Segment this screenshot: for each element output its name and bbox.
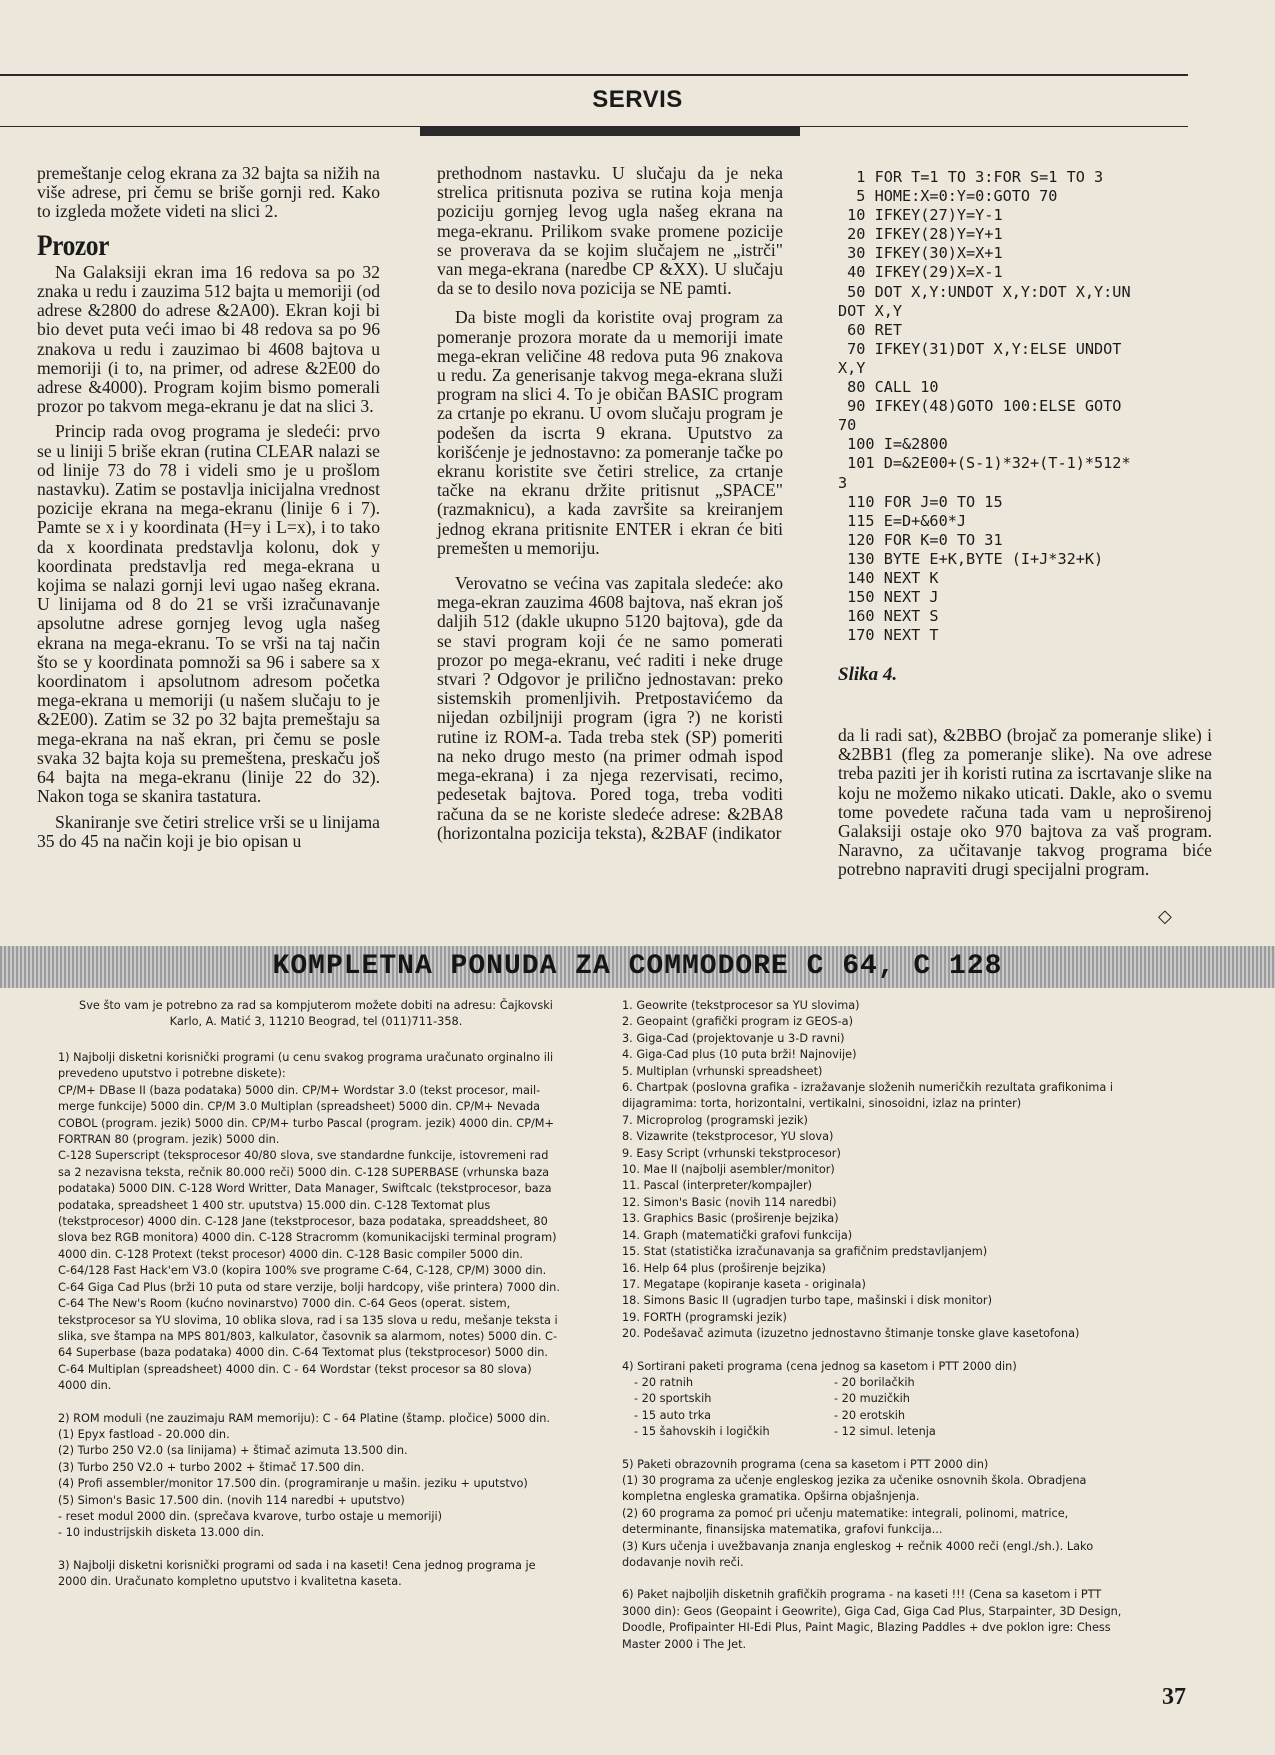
- ad-line: 12. Simon's Basic (novih 114 naredbi): [622, 1195, 837, 1209]
- ad-intro: Sve što vam je potrebno za rad sa kompjuterom možete dobiti na adresu: Čajkovski Karlo, A. Matić 3, 11210 Beograd, tel (011)711-358.: [79, 999, 553, 1029]
- ad-line: 17. Megatape (kopiranje kaseta - originala): [622, 1277, 866, 1291]
- article-column-2: [437, 164, 783, 849]
- ad-line: 10. Mae II (najbolji asembler/monitor): [622, 1163, 835, 1177]
- ad-left-column: [58, 1050, 560, 1591]
- ad-line: 6) Paket najboljih disketnih grafičkih programa - na kaseti !!! (Cena sa kasetom i PTT 3000 din): Geos (Geopaint i Geowrite), Giga Cad, Giga Cad Plus, Starpainter, 3D Design, Doodle, Profipainter HI-Edi Plus, Paint Magic, Blazing Paddles + dve poklon igre: Chess Master 2000 i The Jet.: [622, 1588, 1122, 1651]
- list-item: - 20 muzičkih: [834, 1392, 910, 1406]
- article-column-1: [37, 164, 380, 857]
- paragraph: prethodnom nastavku. U slučaju da je neka strelica pritisnuta poziva se rutina koja menja poziciju gornjeg levog ugla našeg ekrana na mega-ekranu. Prilikom svake promene pozicije se proverava da se kojim slučajem ne „istrči" van mega-ekrana (naredbe CP &XX). U slučaju da se to desilo nova pozicija se NE pamti.: [437, 163, 783, 299]
- paragraph: Princip rada ovog programa je sledeći: prvo se u liniji 5 briše ekran (rutina CLEAR nalazi se od linije 73 do 78 i videli smo je u prošlom nastavku). Zatim se postavlja inicijalna vrednost pozicije ekrana na mega-ekranu (linije 6 i 7). Pamte se x i y koordinata (H=y i L=x), i to tako da x koordinata predstavlja kolonu, dok y koordinata predstavlja red mega-ekrana u kojima se nalazi gornji levi ugao našeg ekrana. U linijama od 8 do 21 se vrši izračunavanje apsolutne adrese gornjeg levog ugla našeg ekrana na mega-ekranu. To se vrši na taj način što se y koordinata pomnoži sa 96 i sabere sa x koordinatom i apsolutnom adresom početka mega-ekrana u memoriji (u našem slučaju to je &2E00). Zatim se 32 po 32 bajta premeštaju sa mega-ekrana na naš ekran, pri čemu se posle svaka 32 bajta koja su premeštena, preskaču još 64 bajta na mega-ekranu (linije 22 do 32). Nakon toga se skanira tastatura.: [37, 421, 380, 807]
- page-number: 37: [1162, 1684, 1186, 1710]
- header-accent-bar: [420, 126, 800, 136]
- list-item: - 12 simul. letenja: [834, 1425, 936, 1439]
- ad-line: 19. FORTH (programski jezik): [622, 1310, 787, 1324]
- ad-line: 2) ROM moduli (ne zauzimaju RAM memoriju): C - 64 Platine (štamp. pločice) 5000 din.: [58, 1411, 550, 1425]
- ad-line: 15. Stat (statistička izračunavanja sa grafičnim predstavljanjem): [622, 1245, 988, 1259]
- list-item: - 20 sportskih: [634, 1392, 712, 1406]
- ad-line: (5) Simon's Basic 17.500 din. (novih 114 naredbi + uputstvo): [58, 1493, 405, 1507]
- package-list: [622, 1375, 1122, 1441]
- spacer: [622, 1441, 1122, 1457]
- paragraph: premeštanje celog ekrana za 32 bajta sa nižih na više adrese, pri čemu se briše gornji red. Kako to izgleda možete videti na slici 2.: [37, 163, 380, 222]
- ad-line: 5. Multiplan (vrhunski spreadsheet): [622, 1064, 823, 1078]
- ad-line: (1) 30 programa za učenje engleskog jezika za učenike osnovnih škola. Obradjena kompletna engleska gramatika. Opširna objašnjenja.: [622, 1473, 1087, 1504]
- list-item: - 15 šahovskih i logičkih: [634, 1425, 770, 1439]
- ad-line: 11. Pascal (interpreter/kompajler): [622, 1179, 813, 1193]
- ad-line: 5) Paketi obrazovnih programa (cena sa kasetom i PTT 2000 din): [622, 1457, 989, 1471]
- list-item: - 20 erotskih: [834, 1408, 906, 1422]
- ad-line: - 10 industrijskih disketa 13.000 din.: [58, 1526, 265, 1540]
- ad-line: C-128 Superscript (teksprocesor 40/80 slova, sve standardne funkcije, istovremeni rad sa 2 nezavisna teksta, rečnik 80.000 reči) 5000 din. C-128 SUPERBASE (vrhunska baza podataka) 5000 DIN. C-128 Word Writter, Data Manager, Swiftcalc (tekstprocesor, baza podataka, spreadsheet 1 400 str. uputstva) 15.000 din. C-128 Textomat plus (tekstprocesor) 4000 din. C-128 Jane (tekstprocesor, baza podataka, spreaddsheet, 80 slova bez RGB monitora) 4000 din. C-128 Stracromm (komunikacijski terminal program) 4000 din. C-128 Protext (tekst procesor) 4000 din. C-128 Basic compiler 5000 din.: [58, 1149, 557, 1261]
- list-item: - 20 borilačkih: [834, 1375, 915, 1389]
- ad-line: 18. Simons Basic II (ugradjen turbo tape, mašinski i disk monitor): [622, 1294, 992, 1308]
- ad-title: KOMPLETNA PONUDA ZA COMMODORE C 64, C 128: [272, 951, 1003, 982]
- ad-line: 13. Graphics Basic (proširenje bejzika): [622, 1212, 839, 1226]
- paragraph: da li radi sat), &2BBO (brojač za pomeranje slike) i &2BB1 (fleg za pomeranje slike). Na ove adrese treba paziti jer ih koristi rutina za iscrtavanje slike na koju ne možemo nikako uticati. Dakle, ako o svemu tome povedete računa tada vam u neproširenoj Galaksiji ostaje oko 970 bajtova za vaš program. Naravno, za učitavanje takvog programa biće potrebno napraviti drugi specijalni program.: [838, 725, 1212, 880]
- article-column-3: [838, 726, 1212, 886]
- ad-line: 6. Chartpak (poslovna grafika - izražavanje složenih numeričkih rezultata grafikonima i dijagramima: torta, horizontalni, vertikalni, sinosoidni, izlaz na printer): [622, 1081, 1114, 1111]
- list-item: - 15 auto trka: [634, 1408, 711, 1422]
- ad-line: 1) Najbolji disketni korisnički programi (u cenu svakog programa uračunato orginalno ili prevedeno uputstvo i potrebne diskete):: [58, 1051, 554, 1081]
- header-top-rule: [0, 74, 1188, 76]
- ad-line: (3) Kurs učenja i uvežbavanja znanja engleskog + rečnik 4000 reči (engl./sh.). Lako dodavanje novih reči.: [622, 1539, 1094, 1569]
- ad-line: 4) Sortirani paketi programa (cena jednog sa kasetom i PTT 2000 din): [622, 1359, 1017, 1373]
- paragraph: Verovatno se većina vas zapitala sledeće: ako mega-ekran zauzima 4608 bajtova, naš ekran još daljih 512 (dakle ukupno 5120 bajtova), gde da se stavi program koji će ne samo pomerati prozor po mega-ekranu, već raditi i neke druge stvari ? Odgovor je prilično jednostavan: preko sistemskih promenljivih. Pretpostavićemo da nijedan ozbiljniji program (igra ?) ne koristi rutine iz ROM-a. Tada treba stek (SP) pomeriti na neko drugo mesto (na primer odmah ispod mega-ekrana) i za njega rezervisati, recimo, pedesetak bajtova. Pored toga, treba voditi računa da se ne koriste sledeće adrese: &2BA8 (horizontalna pozicija teksta), &2BAF (indikator: [437, 573, 783, 843]
- ad-line: (2) 60 programa za pomoć pri učenju matematike: integrali, polinomi, matrice, determinante, finansijska matematika, grafovi funkcija...: [622, 1506, 1069, 1537]
- basic-listing: 1 FOR T=1 TO 3:FOR S=1 TO 3 5 HOME:X=0:Y=0:GOTO 70 10 IFKEY(27)Y=Y-1 20 IFKEY(28)Y=Y+1 30 IFKEY(30)X=X+1 40 IFKEY(29)X=X-1 50 DOT X,Y:UNDOT X,Y:DOT X,Y:UN DOT X,Y 60 RET 70 IFKEY(31)DOT X,Y:ELSE UNDOT X,Y 80 CALL 10 90 IFKEY(48)GOTO 100:ELSE GOTO 70 100 I=&2800 101 D=&2E00+(S-1)*32+(T-1)*512* 3 110 FOR J=0 TO 15 115 E=D+&60*J 120 FOR K=0 TO 31 130 BYTE E+K,BYTE (I+J*32+K) 140 NEXT K 150 NEXT J 160 NEXT S 170 NEXT T: [838, 168, 1131, 645]
- paragraph: Skaniranje sve četiri strelice vrši se u linijama 35 do 45 na način koji je bio opisan u: [37, 811, 380, 851]
- paragraph: Da biste mogli da koristite ovaj program za pomeranje prozora morate da u memoriji imate mega-ekran veličine 48 redova puta 96 znakova u redu. Za generisanje takvog mega-ekrana služi program na slici 4. To je običan BASIC program za crtanje po ekranu. U ovom slučaju program je podešen da iscrta 9 ekrana. Uputstvo za korišćenje je jednostavno: za pomeranje tačke po ekranu koristite sve četiri strelice, za crtanje tačke na ekranu držite pritisnut „SPACE" (razmaknicu), a kada završite sa kreiranjem jednog ekrana pritisnite ENTER i ekran će biti premešten u memoriju.: [437, 307, 783, 558]
- ad-line: 4. Giga-Cad plus (10 puta brži! Najnovije): [622, 1048, 857, 1062]
- ad-line: (4) Profi assembler/monitor 17.500 din. (programiranje u mašin. jeziku + uputstvo): [58, 1477, 528, 1491]
- ad-line: 1. Geowrite (tekstprocesor sa YU slovima): [622, 999, 860, 1012]
- article-end-diamond-icon: ◇: [1158, 906, 1172, 927]
- spacer: [622, 1343, 1122, 1359]
- spacer: [622, 1571, 1122, 1587]
- ad-right-column: [622, 998, 1122, 1653]
- ad-line: - reset modul 2000 din. (sprečava kvarove, turbo ostaje u memoriji): [58, 1509, 443, 1523]
- ad-line: C-64/128 Fast Hack'em V3.0 (kopira 100% sve programe C-64, C-128, CP/M) 3000 din. C-64 Giga Cad Plus (brži 10 puta od stare verzije, bolji hardcopy, više printera) 7000 din. C-64 The New's Room (kućno novinarstvo) 7000 din. C-64 Geos (operat. sistem, tekstprocesor sa YU slovima, 10 oblika slova, rad i sa 135 slova u redu, mešanje teksta i slika, sve štampa na MPS 801/803, kalkulator, časovnik sa alarmom, notes) 5000 din. C-64 Superbase (baza podataka) 4000 din. C-64 Textomat plus (tekstprocesor) 5000 din. C-64 Multiplan (spreadsheet) 4000 din. C - 64 Wordstar (tekst procesor sa 80 slova) 4000 din.: [58, 1264, 560, 1393]
- ad-line: 2. Geopaint (grafički program iz GEOS-a): [622, 1015, 853, 1029]
- ad-line: 8. Vizawrite (tekstprocesor, YU slova): [622, 1130, 834, 1144]
- ad-line: 3) Najbolji disketni korisnički programi od sada i na kaseti! Cena jednog programa je 2000 din. Uračunato kompletno uputstvo i kvalitetna kaseta.: [58, 1558, 536, 1589]
- figure-caption: Slika 4.: [838, 664, 898, 685]
- ad-line: 7. Microprolog (programski jezik): [622, 1113, 808, 1127]
- package-list-right: [834, 1375, 1034, 1441]
- ad-line: 16. Help 64 plus (proširenje bejzika): [622, 1261, 826, 1275]
- ad-line: (3) Turbo 250 V2.0 + turbo 2002 + štimač 17.500 din.: [58, 1460, 365, 1474]
- paragraph: Na Galaksiji ekran ima 16 redova sa po 32 znaka u redu i zauzima 512 bajta u memoriji (od adrese &2800 do adrese &2A00). Ekran koji bi bio devet puta veći imao bi 48 redova sa po 96 znakova u redu i zauzimao bi 4608 bajtova u memoriji (i to, na primer, od adrese &2E00 do adrese &4000). Program kojim bismo pomerali prozor po takvom mega-ekranu je dat na slici 3.: [37, 261, 380, 417]
- ad-line: CP/M+ DBase II (baza podataka) 5000 din. CP/M+ Wordstar 3.0 (tekst procesor, mail-merge funkcije) 5000 din. CP/M 3.0 Multiplan (spreadsheet) 5000 din. CP/M+ Nevada COBOL (program. jezik) 5000 din. CP/M+ turbo Pascal (program. jezik) 4000 din. CP/M+ FORTRAN 80 (program. jezik) 5000 din.: [58, 1083, 555, 1147]
- subheading: Prozor: [37, 228, 110, 262]
- spacer: [58, 1542, 560, 1558]
- ad-line: 3. Giga-Cad (projektovanje u 3-D ravni): [622, 1031, 845, 1045]
- section-title: SERVIS: [592, 86, 683, 113]
- ad-line: 20. Podešavač azimuta (izuzetno jednostavno štimanje tonske glave kasetofona): [622, 1327, 1080, 1341]
- spacer: [58, 1395, 560, 1411]
- ad-line: 14. Graph (matematički grafovi funkcija): [622, 1228, 853, 1242]
- ad-line: (1) Epyx fastload - 20.000 din.: [58, 1427, 230, 1441]
- package-list-left: [634, 1375, 834, 1441]
- ad-line: 9. Easy Script (vrhunski tekstprocesor): [622, 1146, 841, 1160]
- list-item: - 20 ratnih: [634, 1375, 694, 1389]
- ad-line: (2) Turbo 250 V2.0 (sa linijama) + štimač azimuta 13.500 din.: [58, 1444, 408, 1458]
